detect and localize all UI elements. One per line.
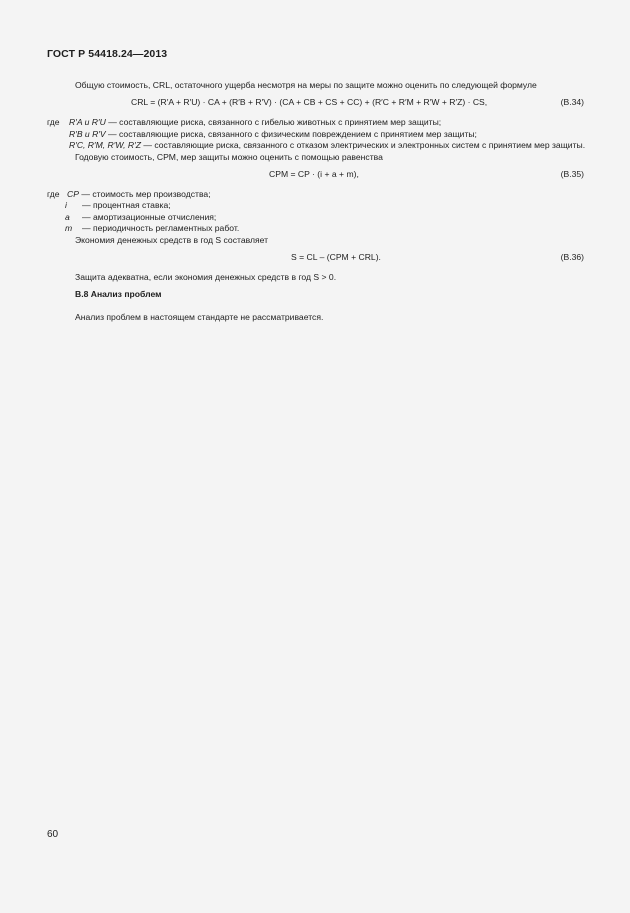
definition-term: m bbox=[65, 223, 73, 234]
definition-text: — составляющие риска, связанного с физическим повреждением с принятием мер защиты; bbox=[108, 128, 477, 139]
definition-item bbox=[47, 189, 587, 200]
page-number: 60 bbox=[47, 829, 59, 840]
document-header: ГОСТ Р 54418.24—2013 bbox=[47, 48, 168, 60]
definition-text: — составляющие риска, связанного с отказом электрических и электронных систем с принятием мер защиты. bbox=[143, 140, 586, 151]
definition-term: R′A и R′U bbox=[69, 117, 106, 128]
definition-item bbox=[47, 212, 587, 223]
formula-b36 bbox=[47, 252, 587, 265]
paragraph-annual-cost: Годовую стоимость, CPM, мер защиты можно оценить с помощью равенства bbox=[75, 151, 383, 162]
paragraph-total-cost: Общую стоимость, CRL, остаточного ущерба несмотря на меры по защите можно оценить по следующей формуле bbox=[75, 80, 537, 90]
formula-b34 bbox=[47, 97, 587, 110]
document-body bbox=[47, 80, 587, 323]
formula-b34-expression: CRL = (R′A + R′U) · CA + (R′B + R′V) · (CA + CB + CS + CC) + (R′C + R′M + R′W + R′Z) · CS, bbox=[131, 97, 488, 108]
section-text: Анализ проблем в настоящем стандарте не рассматривается. bbox=[75, 311, 324, 322]
definition-term: R′B и R′V bbox=[69, 128, 106, 139]
definition-term: a bbox=[65, 211, 70, 222]
definition-term: R′C, R′M, R′W, R′Z bbox=[69, 140, 142, 151]
where-label: где bbox=[47, 189, 60, 200]
definition-text: — периодичность регламентных работ. bbox=[82, 223, 240, 234]
where-label: где bbox=[47, 117, 60, 128]
paragraph-savings: Экономия денежных средств в год S составляет bbox=[75, 234, 269, 245]
formula-b35 bbox=[47, 169, 587, 182]
section-heading: В.8 Анализ проблем bbox=[75, 289, 162, 300]
formula-b36-expression: S = CL – (CPM + CRL). bbox=[291, 252, 381, 263]
definition-text: — стоимость мер производства; bbox=[81, 189, 211, 200]
formula-b34-number: (В.34) bbox=[560, 97, 584, 108]
definition-text: — амортизационные отчисления; bbox=[82, 211, 217, 222]
formula-b35-number: (В.35) bbox=[560, 169, 584, 180]
definitions-b34 bbox=[47, 117, 587, 151]
definition-term: CP bbox=[67, 189, 79, 200]
definition-item bbox=[47, 129, 587, 140]
formula-b35-expression: CPM = CP · (i + a + m), bbox=[269, 169, 359, 180]
formula-b36-number: (В.36) bbox=[560, 252, 584, 263]
definition-item bbox=[47, 140, 587, 151]
definition-text: — составляющие риска, связанного с гибелью животных с принятием мер защиты; bbox=[108, 117, 442, 128]
definition-term: i bbox=[65, 200, 67, 211]
definition-item bbox=[47, 117, 587, 128]
paragraph-adequacy: Защита адекватна, если экономия денежных средств в год S > 0. bbox=[75, 272, 337, 283]
definition-item bbox=[47, 223, 587, 234]
definition-item bbox=[47, 200, 587, 211]
definitions-b35 bbox=[47, 189, 587, 235]
definition-text: — процентная ставка; bbox=[82, 200, 171, 211]
